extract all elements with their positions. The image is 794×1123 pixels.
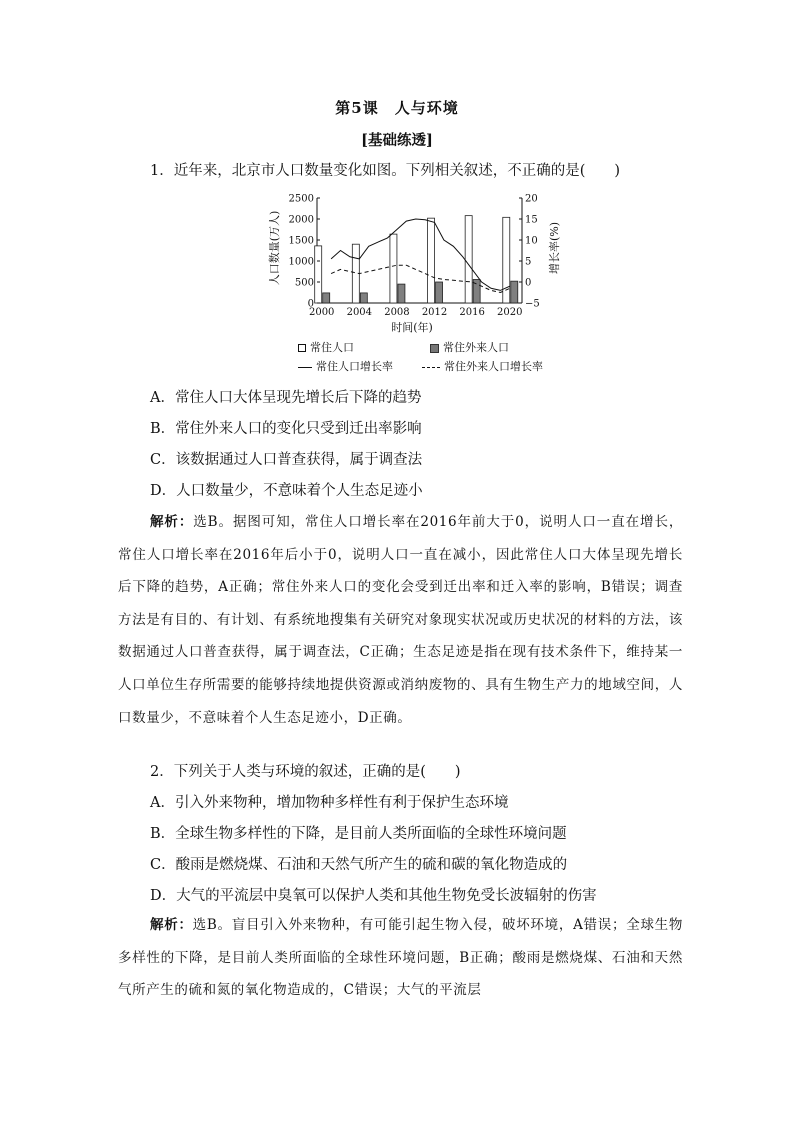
legend-item-migrant xyxy=(430,339,509,355)
x-tick-label: 2012 xyxy=(421,307,448,318)
y2-axis-label: 增长率(%) xyxy=(548,221,561,275)
y-tick-label: 1000 xyxy=(288,256,314,268)
x-axis-label: 时间(年) xyxy=(391,321,433,334)
legend-label-resident: 常住人口 xyxy=(310,341,354,354)
x-tick-label: 2016 xyxy=(459,307,485,318)
bar-migrant xyxy=(323,293,330,303)
bar-resident xyxy=(428,218,435,303)
y-tick-label: 1500 xyxy=(288,235,314,247)
bar-resident xyxy=(465,216,472,303)
legend-item-migrant-rate xyxy=(422,358,543,374)
y2-tick-label: 5 xyxy=(525,256,532,268)
x-tick-label: 2000 xyxy=(308,307,335,318)
legend-label-resident-rate: 常住人口增长率 xyxy=(316,360,393,373)
legend-label-migrant: 常住外来人口 xyxy=(443,341,509,354)
y-axis-label: 人口数量(万人) xyxy=(268,210,281,286)
chart-axes xyxy=(317,198,522,303)
y-tick-label: 2500 xyxy=(288,193,314,205)
bar-resident xyxy=(315,246,322,303)
bar-migrant xyxy=(360,293,367,303)
legend-label-migrant-rate: 常住外来人口增长率 xyxy=(444,360,543,373)
x-tick-label: 2008 xyxy=(384,307,410,318)
y-tick-label: 2000 xyxy=(288,214,314,226)
dashed-line-swatch-icon xyxy=(422,367,440,368)
x-tick-label: 2020 xyxy=(497,307,523,318)
q2-analysis-label: 解析： xyxy=(150,917,193,933)
q2-option-a: A．引入外来物种，增加物种多样性有利于保护生态环境 xyxy=(150,795,509,811)
chart-legend xyxy=(298,339,568,377)
population-chart xyxy=(262,188,562,338)
q2-option-c: C．酸雨是燃烧煤、石油和天然气所产生的硫和碳的氧化物造成的 xyxy=(150,857,568,873)
y2-tick-label: −5 xyxy=(525,298,540,310)
hollow-bar-swatch-icon xyxy=(298,344,306,352)
bar-migrant xyxy=(398,284,405,303)
y2-tick-label: 20 xyxy=(525,193,538,205)
x-tick-label: 2004 xyxy=(346,307,373,318)
lesson-title: 第5课 人与环境 xyxy=(335,99,459,117)
legend-item-resident xyxy=(298,339,354,355)
q1-option-a: A．常住人口大体呈现先增长后下降的趋势 xyxy=(150,390,422,406)
filled-bar-swatch-icon xyxy=(430,344,439,353)
bar-migrant xyxy=(436,282,443,303)
q1-option-c: C．该数据通过人口普查获得，属于调查法 xyxy=(150,452,423,468)
q2-analysis-text: 选B。盲目引入外来物种，有可能引起生物入侵，破坏环境，A错误；全球生物多样性的下降，是目前人类所面临的全球性环境问题，B正确；酸雨是燃烧煤、石油和天然气所产生的硫和氮的氧化物造成的，C错误；大气的平流层 xyxy=(118,917,683,999)
legend-item-resident-rate xyxy=(298,358,393,374)
solid-line-swatch-icon xyxy=(298,367,312,368)
question-1-stem: 1．近年来，北京市人口数量变化如图。下列相关叙述，不正确的是( ) xyxy=(150,163,621,179)
section-subtitle: [基础练透] xyxy=(361,132,433,149)
bar-resident xyxy=(390,234,397,303)
q2-analysis xyxy=(118,909,683,1007)
chart-bars xyxy=(315,216,518,303)
q1-option-d: D．人口数量少，不意味着个人生态足迹小 xyxy=(150,483,423,499)
question-2-stem: 2．下列关于人类与环境的叙述，正确的是( ) xyxy=(150,764,461,780)
y2-tick-label: 0 xyxy=(525,277,532,289)
y2-tick-label: 10 xyxy=(525,235,538,247)
q1-analysis-text: 选B。据图可知，常住人口增长率在2016年前大于0，说明人口一直在增长，常住人口增长率在2016年后小于0，说明人口一直在减小，因此常住人口大体呈现先增长后下降的趋势，A正确；常住外来人口的变化会受到迁出率和迁入率的影响，B错误；调查方法是有目的、有计划、有系统地搜集有关研究对象现实状况或历史状况的材料的方法，该数据通过人口普查获得，属于调查法，C正确；生态足迹是指在现有技术条件下，维持某一人口单位生存所需要的能够持续地提供资源或消纳废物的、具有生物生产力的地域空间，人口数量少，不意味着个人生态足迹小，D正确。 xyxy=(118,514,683,726)
q1-analysis xyxy=(118,506,683,734)
bar-migrant xyxy=(511,281,518,303)
q1-option-b: B．常住外来人口的变化只受到迁出率影响 xyxy=(150,421,422,437)
q1-analysis-label: 解析： xyxy=(150,514,194,530)
q2-option-b: B．全球生物多样性的下降，是目前人类所面临的全球性环境问题 xyxy=(150,826,567,842)
q2-option-d: D．大气的平流层中臭氧可以保护人类和其他生物免受长波辐射的伤害 xyxy=(150,888,597,904)
y-tick-label: 500 xyxy=(294,277,314,289)
y-tick-label: 0 xyxy=(307,298,314,310)
y2-tick-label: 15 xyxy=(525,214,538,226)
